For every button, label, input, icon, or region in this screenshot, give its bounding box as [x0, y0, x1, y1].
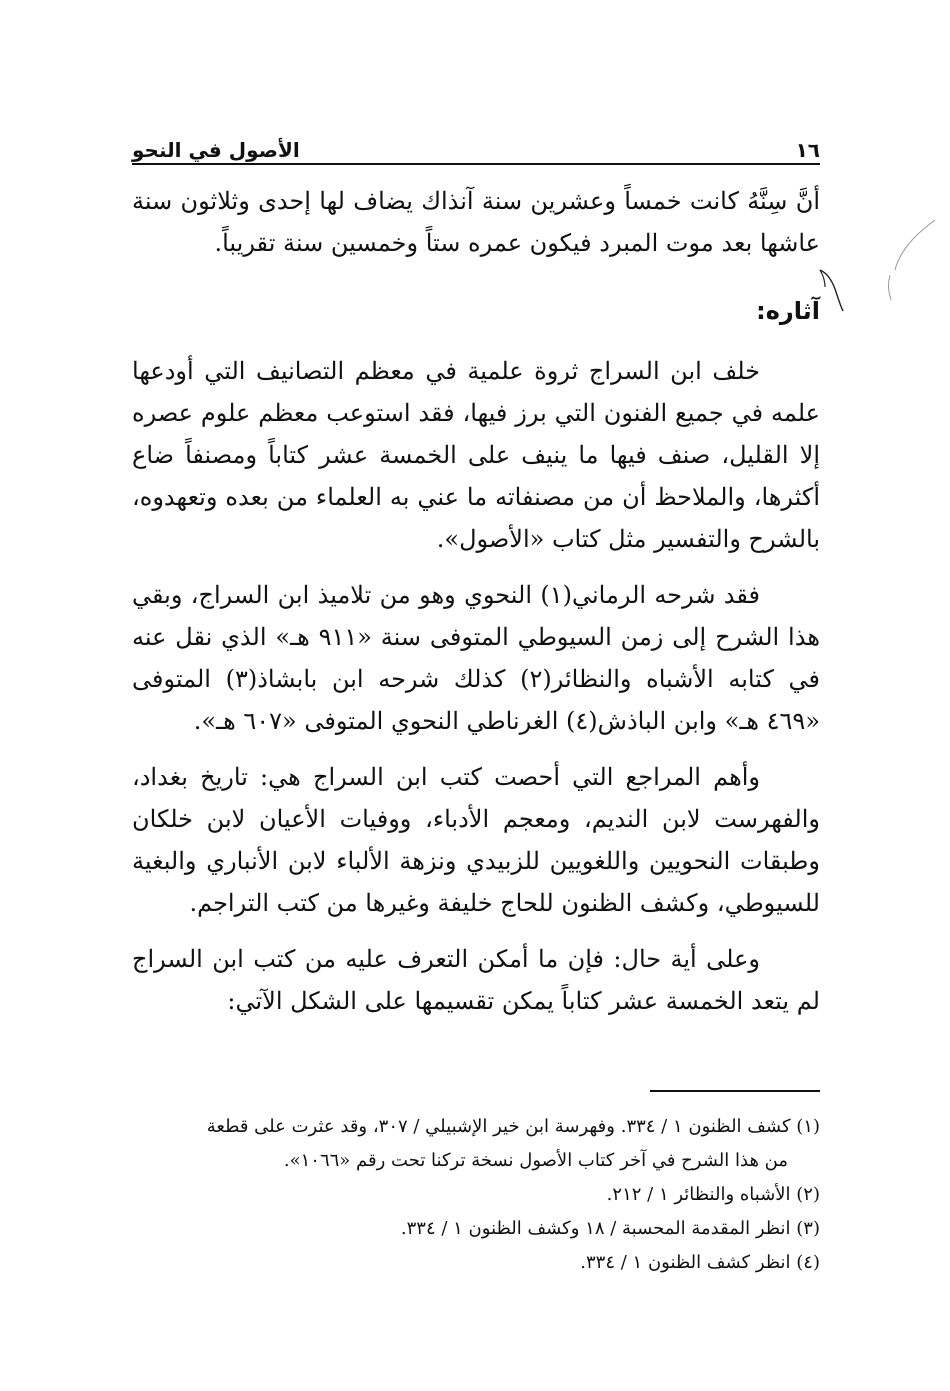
footnotes [132, 1110, 820, 1280]
paragraph-1: أنَّ سِنَّهُ كانت خمساً وعشرين سنة آنذاك يضاف لها إحدى وثلاثون سنة عاشها بعد موت المبرد فيكون عمره ستاً وخمسين سنة تقريباً. [132, 187, 820, 257]
footnote-2: (٢) الأشباه والنظائر ١ / ٢١٢. [606, 1184, 820, 1205]
body-text [132, 180, 820, 1022]
paragraph-5: وعلى أية حال: فإن ما أمكن التعرف عليه من كتب ابن السراج لم يتعد الخمسة عشر كتاباً يمكن تقسيمها على الشكل الآتي: [132, 945, 820, 1015]
footnote-rule [650, 1090, 820, 1092]
footnote-4: (٤) انظر كشف الظنون ١ / ٣٣٤. [580, 1252, 820, 1273]
footnote-3: (٣) انظر المقدمة المحسبة / ١٨ وكشف الظنون ١ / ٣٣٤. [400, 1218, 820, 1239]
footnote-1-line-2: من هذا الشرح في آخر كتاب الأصول نسخة تركنا تحت رقم «١٠٦٦». [283, 1150, 788, 1171]
margin-pencil-mark [815, 215, 945, 315]
section-heading: آثاره: [756, 297, 820, 325]
footnote-1-line-1: (١) كشف الظنون ١ / ٣٣٤. وفهرسة ابن خير الإشبيلي / ٣٠٧، وقد عثرت على قطعة [206, 1116, 820, 1137]
page-number: ١٦ [795, 138, 820, 162]
running-title: الأصول في النحو [132, 138, 300, 162]
header-rule [132, 163, 820, 165]
running-header [132, 128, 820, 162]
paragraph-3: فقد شرحه الرماني(١) النحوي وهو من تلاميذ ابن السراج، وبقي هذا الشرح إلى زمن السيوطي المتوفى سنة «٩١١ هـ» الذي نقل عنه في كتابه الأشباه والنظائر(٢) كذلك شرحه ابن بابشاذ(٣) المتوفى «٤٦٩ هـ» وابن الباذش(٤) الغرناطي النحوي المتوفى «٦٠٧ هـ». [132, 581, 820, 735]
paragraph-2: خلف ابن السراج ثروة علمية في معظم التصانيف التي أودعها علمه في جميع الفنون التي برز فيها، فقد استوعب معظم علوم عصره إلا القليل، صنف فيها ما ينيف على الخمسة عشر كتاباً ومصنفاً ضاع أكثرها، والملاحظ أن من مصنفاته ما عني به العلماء من بعده وتعهدوه، بالشرح والتفسير مثل كتاب «الأصول». [132, 357, 820, 553]
paragraph-4: وأهم المراجع التي أحصت كتب ابن السراج هي: تاريخ بغداد، والفهرست لابن النديم، ومعجم الأدباء، ووفيات الأعيان لابن خلكان وطبقات النحويين واللغويين للزبيدي ونزهة الألباء لابن الأنباري والبغية للسيوطي، وكشف الظنون للحاج خليفة وغيرها من كتب التراجم. [132, 763, 820, 917]
